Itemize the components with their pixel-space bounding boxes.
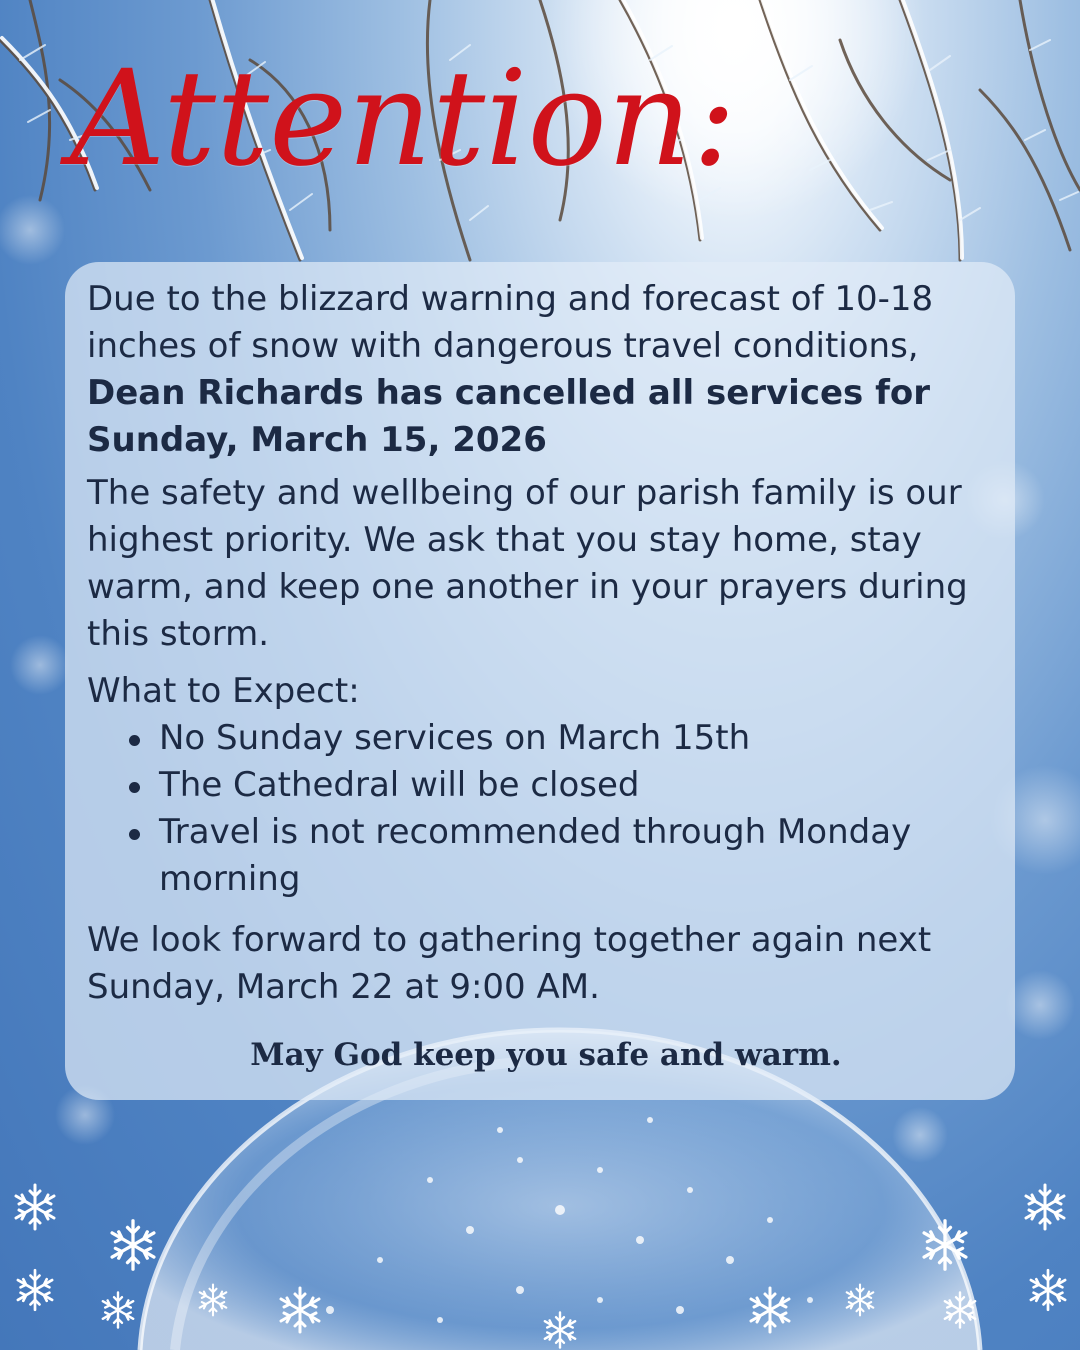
announcement-card (65, 262, 1015, 1100)
expect-list (87, 715, 975, 903)
snowflake-icon (200, 1285, 227, 1316)
intro-paragraph (87, 276, 975, 464)
snowflake-icon (18, 1270, 52, 1310)
list-item: No Sunday services on March 15th (159, 715, 975, 762)
snowflake-icon (751, 1288, 789, 1332)
bullet-icon (129, 782, 140, 793)
blessing-text: May God keep you safe and warm. (250, 1037, 842, 1073)
snowflake-icon (112, 1221, 154, 1269)
snowflake-icon (103, 1292, 133, 1327)
snowflake-icon (945, 1292, 975, 1327)
cancellation-notice: Dean Richards has cancelled all services for Sunday, March 15, 2026 (87, 373, 931, 460)
expect-heading: What to Expect: (87, 671, 360, 711)
wellbeing-paragraph: The safety and wellbeing of our parish family is our highest priority. We ask that you stay home, stay warm, and keep one another in your prayers during this storm. (87, 473, 968, 654)
snowflake-icon (281, 1288, 319, 1332)
intro-text: Due to the blizzard warning and forecast of 10-18 inches of snow with dangerous travel conditions, (87, 279, 934, 366)
bullet-icon (129, 735, 140, 746)
list-item: Travel is not recommended through Monday morning (159, 809, 975, 903)
snowflake-icon (1031, 1270, 1065, 1310)
snowflake-icon (16, 1185, 54, 1229)
closing-paragraph: We look forward to gathering together again next Sunday, March 22 at 9:00 AM. (87, 920, 932, 1007)
bullet-icon (129, 829, 140, 840)
snowflake-icon (1026, 1185, 1064, 1229)
page-title: Attention: (70, 42, 737, 196)
snowflake-icon (924, 1221, 966, 1269)
snowflake-icon (545, 1312, 575, 1347)
list-item: The Cathedral will be closed (159, 762, 975, 809)
snowflake-icon (847, 1285, 874, 1316)
